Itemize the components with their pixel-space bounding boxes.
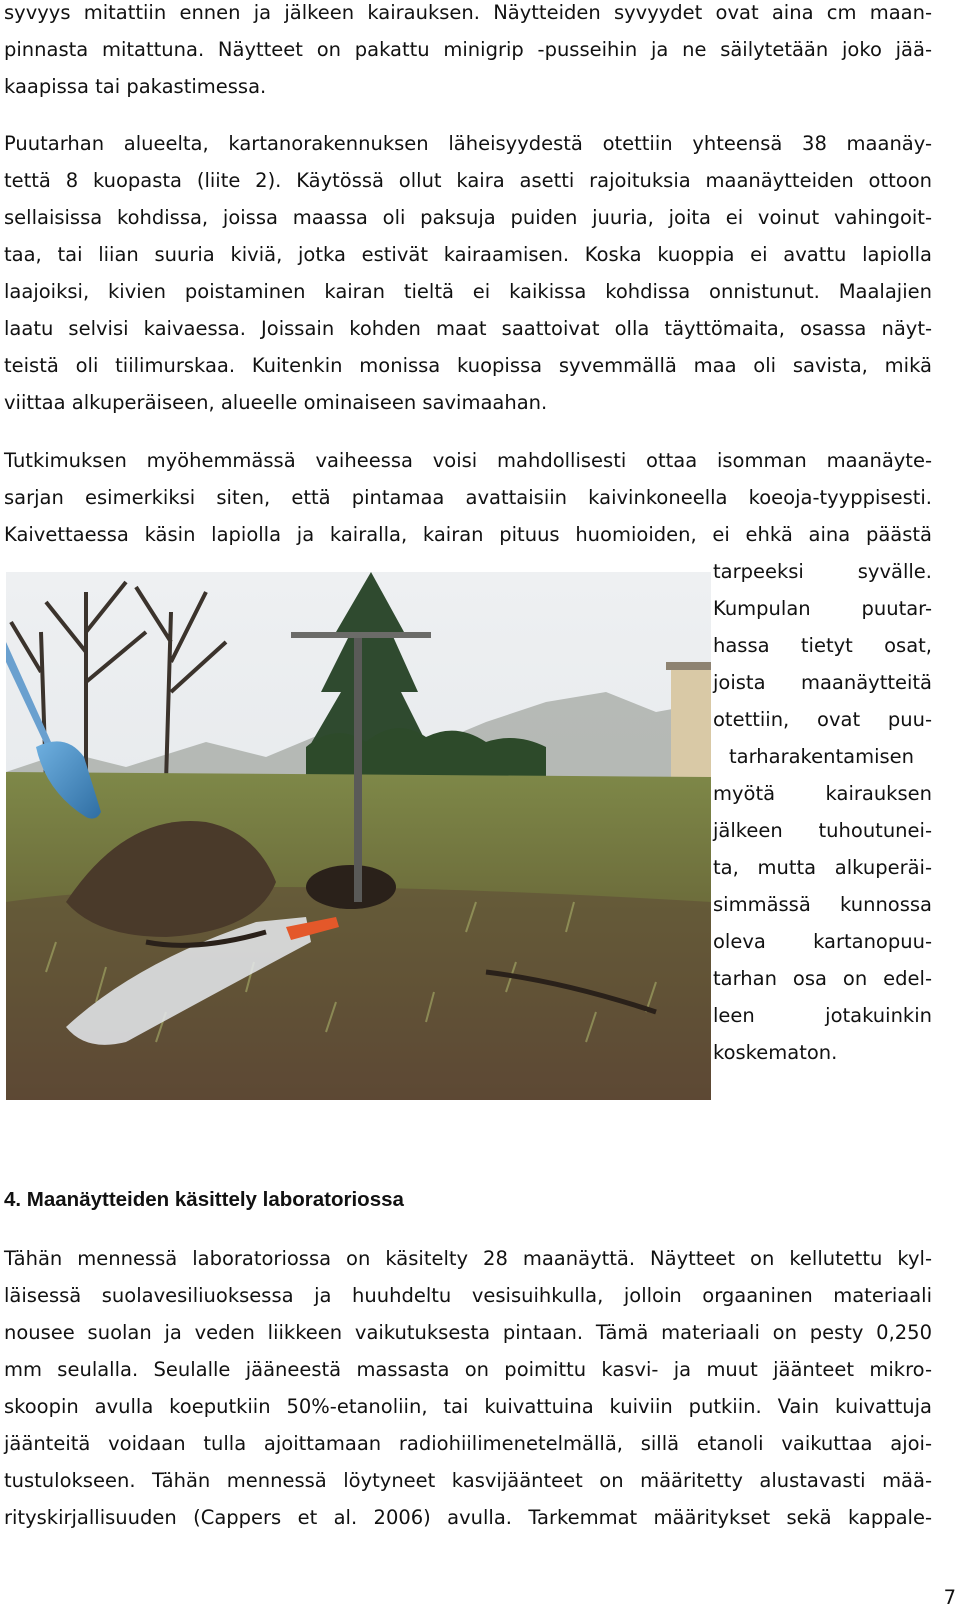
section-4-line-5: skoopin avulla koeputkiin 50%-etanoliin, tai kuivattuina kuiviin putkiin. Vain kuivattuja bbox=[4, 1395, 932, 1418]
paragraph-3-line-2: sarjan esimerkiksi siten, että pintamaa avattaisiin kaivinkoneella koeoja-tyyppisesti. bbox=[4, 486, 932, 509]
section-4-line-7: tustulokseen. Tähän mennessä löytyneet kasvijäänteet on määritetty alustavasti mää- bbox=[4, 1469, 932, 1492]
wrap-line-8: jälkeen tuhoutunei- bbox=[713, 819, 932, 842]
wrap-line-2: Kumpulan puutar- bbox=[713, 597, 932, 620]
paragraph-2-line-4: taa, tai liian suuria kiviä, jotka estivät kairaamisen. Koska kuoppia ei avattu lapiolla bbox=[4, 243, 932, 266]
paragraph-2-line-8: viittaa alkuperäiseen, alueelle ominaiseen savimaahan. bbox=[4, 391, 548, 414]
paragraph-2-line-6: laatu selvisi kaivaessa. Joissain kohden maat saattoivat olla täyttömaita, osassa näyt- bbox=[4, 317, 932, 340]
paragraph-2-line-5: laajoiksi, kivien poistaminen kairan tieltä ei kaikissa kohdissa onnistunut. Maalajien bbox=[4, 280, 932, 303]
wrap-line-10: simmässä kunnossa bbox=[713, 893, 932, 916]
wrap-line-5: otettiin, ovat puu- bbox=[713, 708, 932, 731]
wrap-line-1: tarpeeksi syvälle. bbox=[713, 560, 932, 583]
dig-hole bbox=[306, 865, 396, 909]
paragraph-1-line-2: pinnasta mitattuna. Näytteet on pakattu minigrip -pusseihin ja ne säilytetään joko jää- bbox=[4, 38, 932, 61]
wrap-line-3: hassa tietyt osat, bbox=[713, 634, 932, 657]
paragraph-3-line-1: Tutkimuksen myöhemmässä vaiheessa voisi mahdollisesti ottaa isomman maanäyte- bbox=[4, 449, 932, 472]
section-4-line-2: läisessä suolavesiliuoksessa ja huuhdeltu vesisuihkulla, jolloin orgaaninen materiaali bbox=[4, 1284, 932, 1307]
section-4-line-1: Tähän mennessä laboratoriossa on käsitelty 28 maanäyttä. Näytteet on kellutettu kyl- bbox=[4, 1247, 932, 1270]
section-4-line-8: rityskirjallisuuden (Cappers et al. 2006) avulla. Tarkemmat määritykset sekä kappale- bbox=[4, 1506, 932, 1529]
field-photo bbox=[6, 572, 711, 1100]
wrap-line-12: tarhan osa on edel- bbox=[713, 967, 932, 990]
building bbox=[671, 667, 711, 782]
wrap-line-14: koskematon. bbox=[713, 1041, 838, 1064]
section-heading: 4. Maanäytteiden käsittely laboratoriossa bbox=[4, 1188, 404, 1211]
wrap-line-11: oleva kartanopuu- bbox=[713, 930, 932, 953]
section-4-line-4: mm seulalla. Seulalle jääneestä massasta on poimittu kasvi- ja muut jäänteet mikro- bbox=[4, 1358, 932, 1381]
wrap-line-6: tarharakentamisen bbox=[729, 745, 915, 768]
paragraph-2-line-2: tettä 8 kuopasta (liite 2). Käytössä ollut kaira asetti rajoituksia maanäytteiden ottoon bbox=[4, 169, 932, 192]
paragraph-3-line-3: Kaivettaessa käsin lapiolla ja kairalla, kairan pituus huomioiden, ei ehkä aina päästä bbox=[4, 523, 932, 546]
wrap-line-4: joista maanäytteitä bbox=[713, 671, 932, 694]
paragraph-2-line-7: teistä oli tiilimurskaa. Kuitenkin monissa kuopissa syvemmällä maa oli savista, mikä bbox=[4, 354, 932, 377]
wrap-line-13: leen jotakuinkin bbox=[713, 1004, 932, 1027]
paragraph-2-line-1: Puutarhan alueelta, kartanorakennuksen läheisyydestä otettiin yhteensä 38 maanäy- bbox=[4, 132, 932, 155]
section-4-line-3: nousee suolan ja veden liikkeen vaikutuksesta pintaan. Tämä materiaali on pesty 0,250 bbox=[4, 1321, 932, 1344]
page-number: 7 bbox=[943, 1586, 956, 1609]
section-4-line-6: jäänteitä voidaan tulla ajoittamaan radiohiilimenetelmällä, sillä etanoli vaikuttaa ajoi- bbox=[4, 1432, 932, 1455]
wrap-line-9: ta, mutta alkuperäi- bbox=[713, 856, 932, 879]
paragraph-2-line-3: sellaisissa kohdissa, joissa maassa oli paksuja puiden juuria, joita ei voinut vahingoit- bbox=[4, 206, 932, 229]
soil-auger bbox=[354, 632, 362, 902]
paragraph-1-line-3: kaapissa tai pakastimessa. bbox=[4, 75, 267, 98]
paragraph-1-line-1: syvyys mitattiin ennen ja jälkeen kairauksen. Näytteiden syvyydet ovat aina cm maan- bbox=[4, 1, 932, 24]
wrap-line-7: myötä kairauksen bbox=[713, 782, 932, 805]
